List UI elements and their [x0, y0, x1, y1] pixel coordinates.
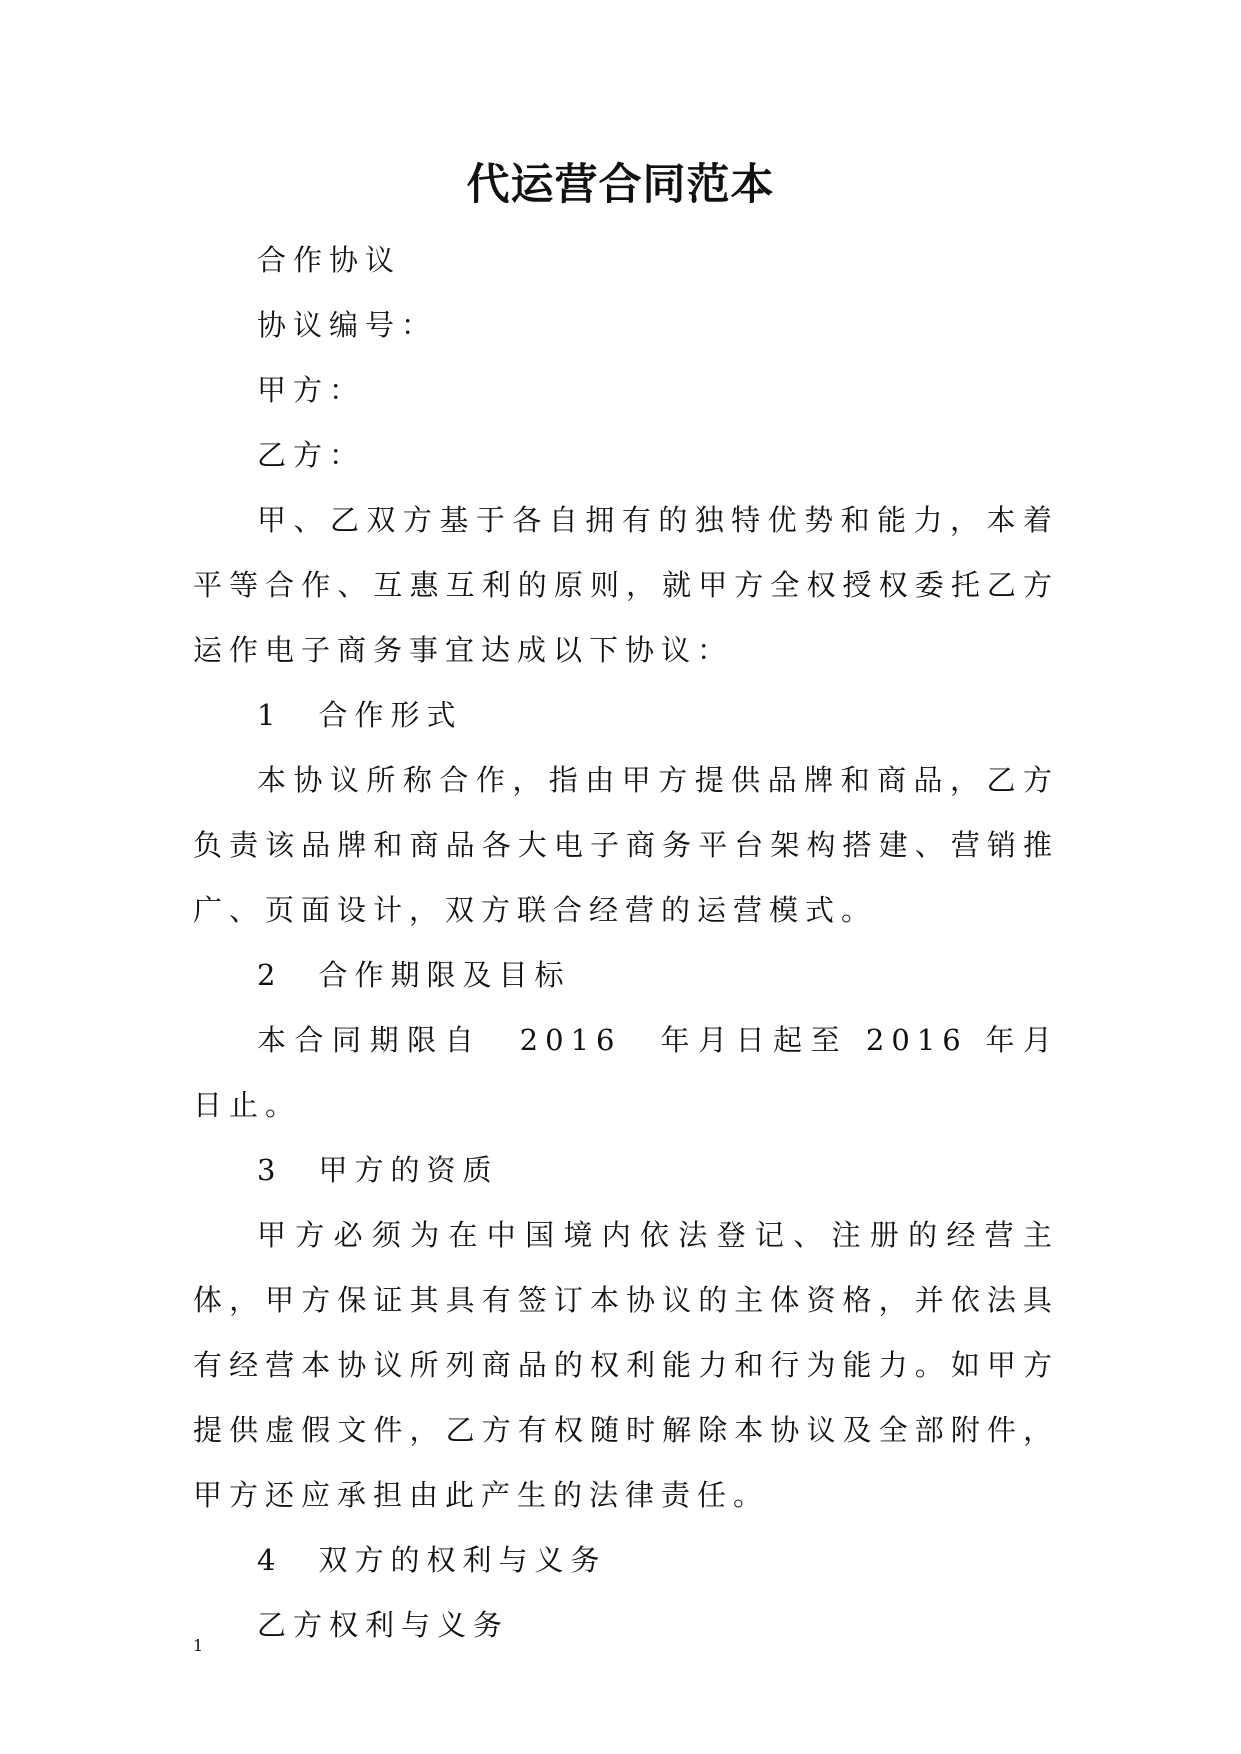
paragraph-agreement-heading: 合作协议 — [257, 243, 402, 277]
document-body — [193, 228, 1059, 1658]
section-heading-party-a-qualification: 3 甲方的资质 — [257, 1153, 499, 1187]
paragraph-agreement-number: 协议编号： — [257, 308, 438, 342]
paragraph-term: 本合同期限自 2016 年月日起至 2016 年月日止。 — [193, 1023, 1059, 1122]
paragraph-party-a: 甲方： — [257, 373, 366, 407]
document-title: 代运营合同范本 — [466, 160, 775, 210]
paragraph-party-b: 乙方： — [257, 438, 366, 472]
paragraph-preamble: 甲、乙双方基于各自拥有的独特优势和能力，本着平等合作、互惠互利的原则，就甲方全权授权委托乙方运作电子商务事宜达成以下协议： — [193, 503, 1059, 667]
section-heading-cooperation-form: 1 合作形式 — [257, 698, 463, 732]
section-heading-term-and-goals: 2 合作期限及目标 — [257, 958, 571, 992]
paragraph-party-a-qualification: 甲方必须为在中国境内依法登记、注册的经营主体，甲方保证其具有签订本协议的主体资格，并依法具有经营本协议所列商品的权利能力和行为能力。如甲方提供虚假文件，乙方有权随时解除本协议及全部附件，甲方还应承担由此产生的法律责任。 — [193, 1218, 1059, 1512]
paragraph-cooperation-form: 本协议所称合作，指由甲方提供品牌和商品，乙方负责该品牌和商品各大电子商务平台架构搭建、营销推广、页面设计，双方联合经营的运营模式。 — [193, 763, 1059, 927]
page-number: 1 — [193, 1636, 204, 1655]
subheading-party-b-rights: 乙方权利与义务 — [257, 1608, 510, 1642]
section-heading-rights-obligations: 4 双方的权利与义务 — [257, 1543, 607, 1577]
